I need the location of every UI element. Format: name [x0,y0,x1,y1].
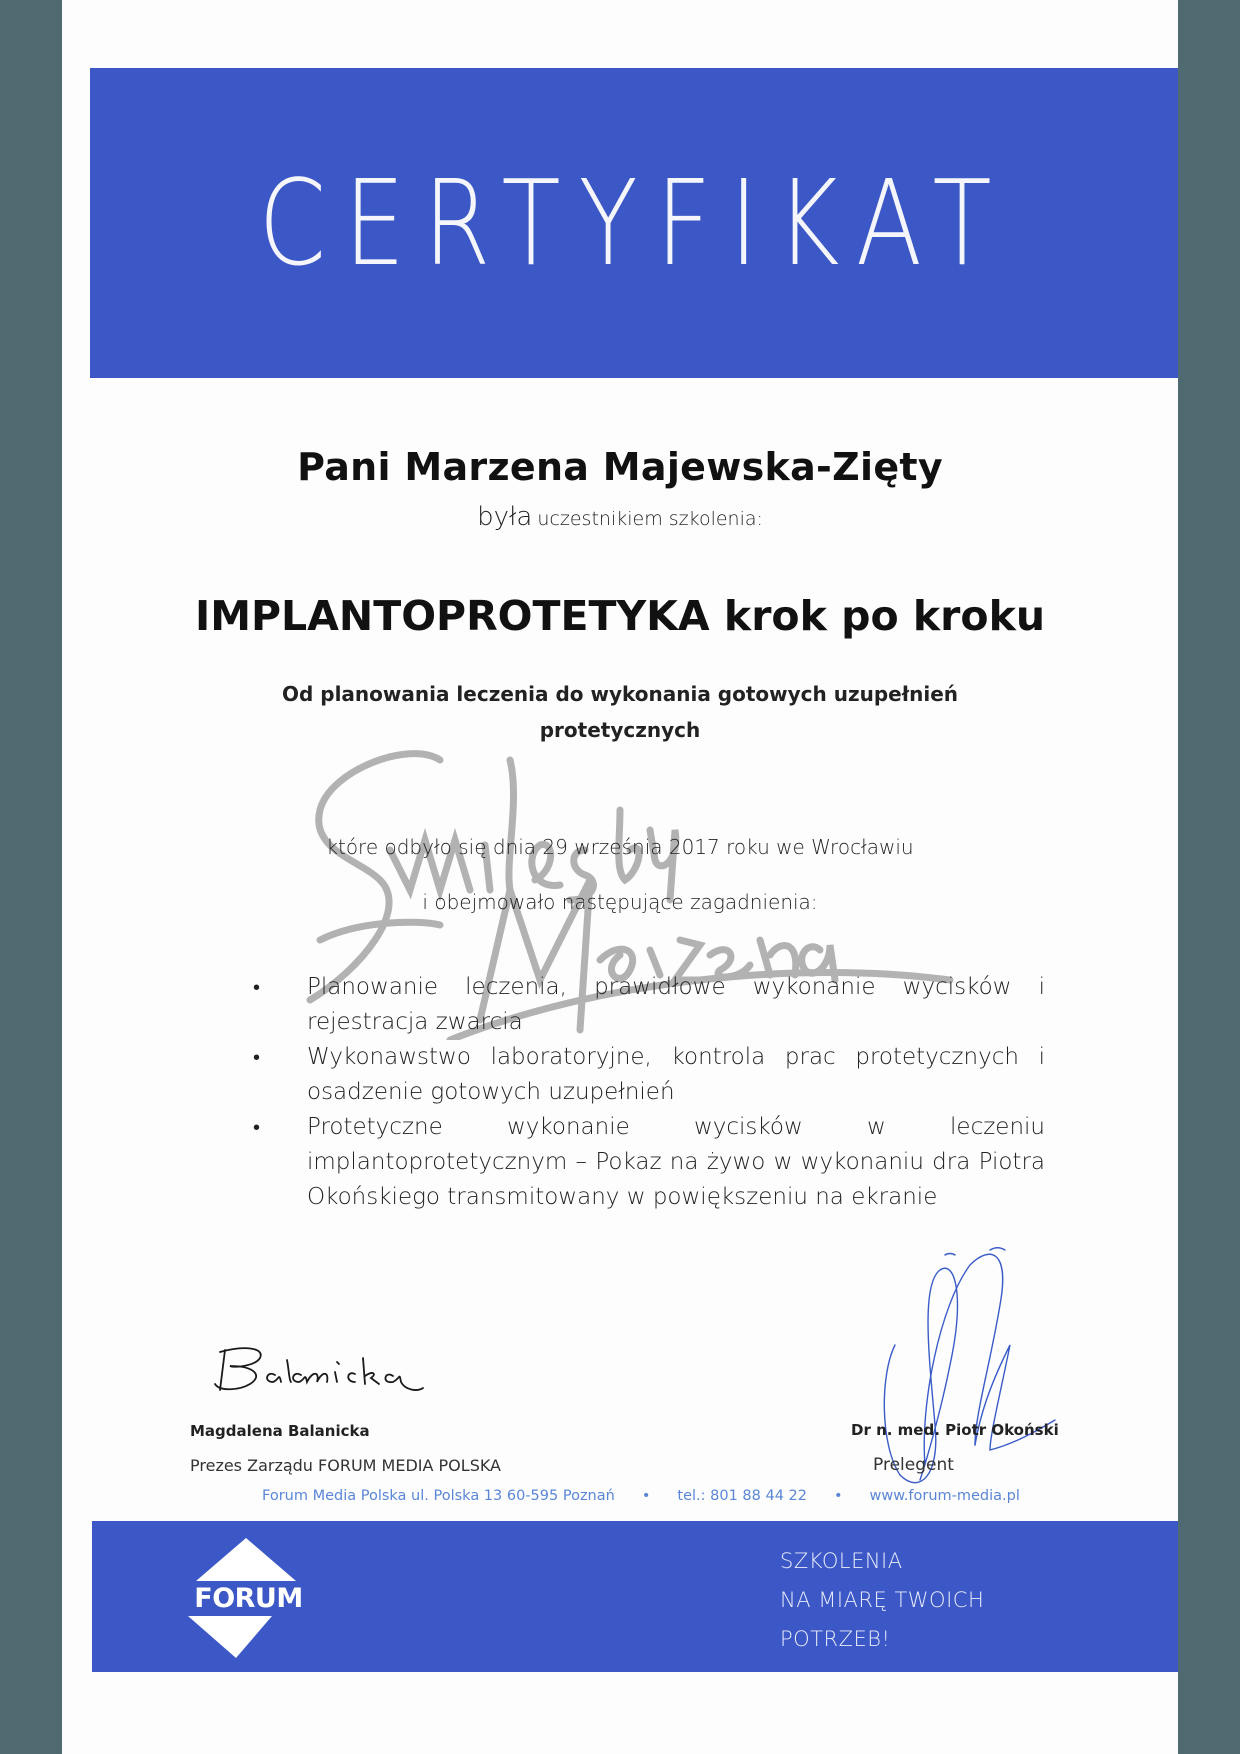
signatory-left-role: Prezes Zarządu FORUM MEDIA POLSKA [190,1456,501,1475]
forum-logo-text: FORUM [194,1583,303,1614]
header-banner [90,68,1178,378]
bullet-icon: • [253,975,261,999]
topic-text: Protetyczne wykonanie wycisków w leczeniu implantoprotetycznym – Pokaz na żywo w wykonaniu dra Piotra Okońskiego transmitowany w powiększeniu na ekranie [307,1114,1045,1210]
signature-balanicka [205,1340,425,1400]
contact-phone: tel.: 801 88 44 22 [677,1488,807,1504]
participation-text: uczestnikiem szkolenia: [537,508,763,530]
topics-intro: i obejmowało następujące zagadnienia: [422,890,818,914]
event-description: które odbyło się dnia 29 września 2017 roku we Wrocławiu [326,835,914,859]
footer-slogan [780,1542,984,1659]
participation-prefix: była [477,502,533,532]
topic-item [245,1110,1045,1215]
course-title: IMPLANTOPROTETYKA krok po kroku [194,592,1046,640]
signature-okonski [880,1245,1060,1490]
topics-list [245,970,1045,1215]
slogan-line3: POTRZEB! [780,1627,891,1651]
topic-text: Planowanie leczenia, prawidłowe wykonanie wycisków i rejestracja zwarcia [307,974,1045,1035]
signatory-right-role: Prelegent [873,1455,954,1475]
topic-text: Wykonawstwo laboratoryjne, kontrola prac protetycznych i osadzenie gotowych uzupełnień [307,1044,1045,1105]
course-subtitle-line2: protetycznych [539,718,701,742]
contact-address: Forum Media Polska ul. Polska 13 60-595 Poznań [262,1488,615,1504]
bullet-icon: • [253,1045,261,1069]
topic-item [245,970,1045,1040]
course-subtitle [200,676,1040,748]
signatory-left-name: Magdalena Balanicka [190,1422,370,1440]
contact-line [262,1488,1020,1504]
certificate-title: CERTYFIKAT [258,154,1010,292]
contact-website[interactable]: www.forum-media.pl [869,1488,1020,1504]
slogan-line2: NA MIARĘ TWOICH [780,1588,985,1612]
recipient-name: Pani Marzena Majewska-Zięty [297,445,943,489]
separator-dot: • [833,1488,843,1504]
topic-item [245,1040,1045,1110]
signatory-right-name: Dr n. med. Piotr Okoński [851,1421,1059,1439]
separator-dot: • [641,1488,651,1504]
bullet-icon: • [253,1115,261,1139]
slogan-line1: SZKOLENIA [780,1549,903,1573]
course-subtitle-line1: Od planowania leczenia do wykonania gotowych uzupełnień [281,682,959,706]
participation-line [62,502,1178,532]
